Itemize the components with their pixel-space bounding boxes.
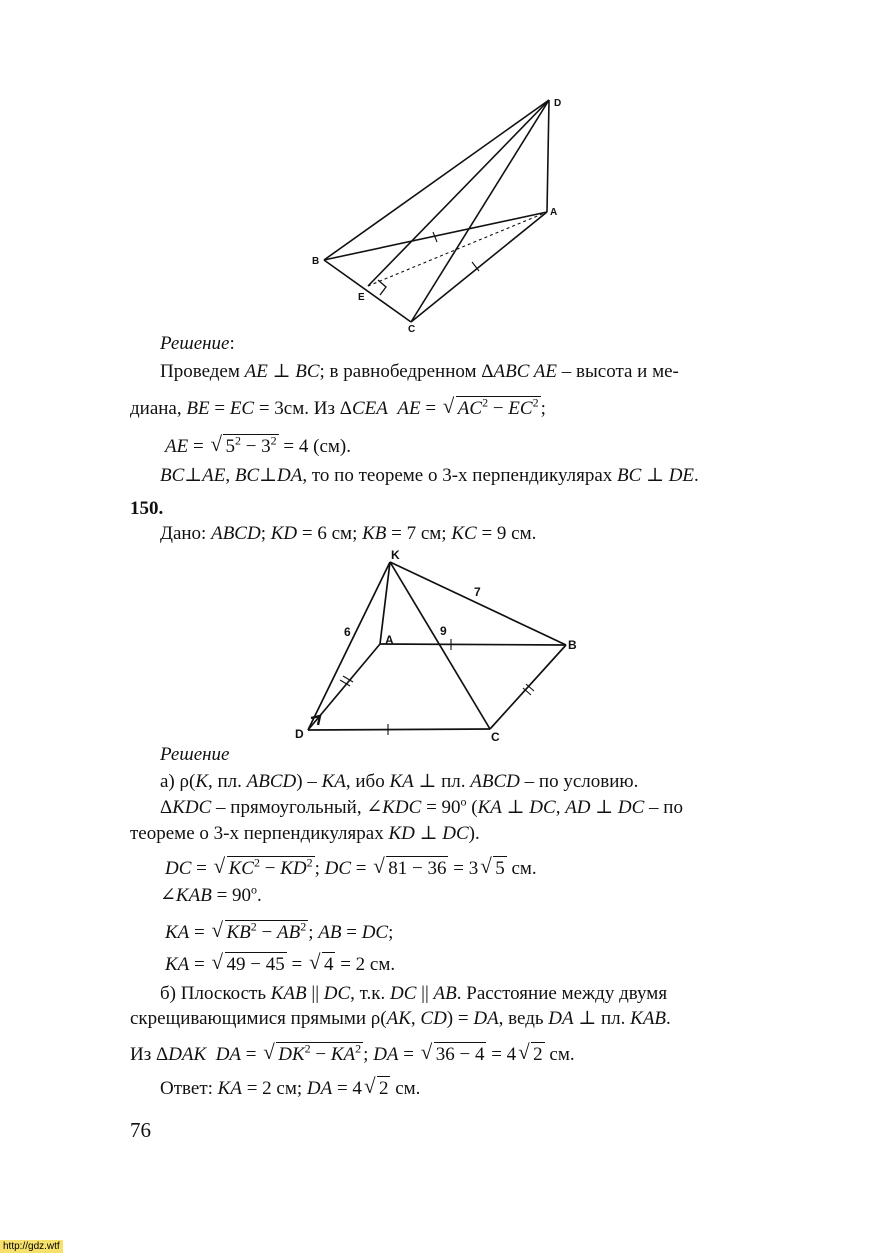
- figure-pyramid-1: [300, 90, 580, 340]
- fig2-label-7: 7: [474, 585, 481, 599]
- sol2-line-c: теореме о 3-х перпендикулярах KD ⊥ DC).: [130, 823, 480, 844]
- sqrt-expression: √ $AC^2 - EC^2$: [442, 394, 539, 419]
- fig1-label-b: B: [312, 256, 320, 267]
- sol2-line-d: DC = √ $KC^2 - KD^2$ ; DC = √ 81 − 36 = 3 √ 5 см.: [165, 854, 537, 879]
- sol2-line-b: ΔKDC – прямоугольный, ∠KDC = $90^o$ (KA ⊥ DC, AD ⊥ DC – по: [160, 794, 683, 818]
- sqrt-expression: √ 5: [480, 854, 505, 879]
- sol1-line1: Проведем AE ⊥ BC; в равнобедренном ΔABC AE – высота и ме-: [160, 361, 679, 382]
- solution-heading-2: Решение: [160, 744, 230, 765]
- sqrt-expression: √ $DK^2 - KA^2$: [263, 1040, 362, 1065]
- sol2-line-a: а) ρ(K, пл. ABCD) – KA, ибо KA ⊥ пл. ABCD – по условию.: [160, 771, 639, 792]
- sol2-line-i: б) Плоскость KAB || DC, т.к. DC || AB. Расстояние между двумя: [160, 983, 668, 1004]
- sol2-line-f: KA = √ $KB^2 - AB^2$ ; AB = DC;: [165, 918, 394, 943]
- sol2-line-h: KA = √ 49 − 45 = √ 4 = 2 см.: [165, 950, 396, 975]
- sqrt-expression: √ $KB^2 - AB^2$: [211, 918, 307, 943]
- sol2-line-j: скрещивающимися прямыми ρ(AK, CD) = DA, ведь DA ⊥ пл. KAB.: [130, 1008, 671, 1029]
- fig2-label-k: K: [391, 548, 400, 562]
- sqrt-expression: √ 36 − 4: [420, 1040, 485, 1065]
- sol2-line-k: Из ΔDAK DA = √ $DK^2 - KA^2$ ; DA = √ 36 − 4 = 4 √ 2 см.: [130, 1040, 575, 1065]
- fig1-label-d: D: [554, 98, 562, 109]
- fig2-label-9: 9: [440, 624, 447, 638]
- page-number: 76: [130, 1118, 151, 1142]
- fig2-label-a: A: [385, 633, 394, 647]
- sqrt-expression: √ 81 − 36: [373, 854, 447, 879]
- sqrt-expression: √ $5^2 - 3^2$: [210, 432, 277, 457]
- sqrt-expression: √ 2: [363, 1074, 389, 1099]
- fig2-label-c: C: [491, 730, 500, 744]
- answer-line: Ответ: KA = 2 см; DA = 4 √ 2 см.: [160, 1074, 421, 1099]
- problem-given: Дано: ABCD; KD = 6 см; KB = 7 см; KC = 9 см.: [160, 523, 537, 544]
- sqrt-expression: √ 2: [518, 1040, 543, 1065]
- fig2-label-d: D: [295, 727, 304, 741]
- problem-number: 150.: [130, 498, 164, 519]
- sol1-line4: BC⊥AE, BC⊥DA, то по теореме о 3-х перпендикулярах BC ⊥ DE.: [160, 465, 699, 486]
- footer-link[interactable]: http://gdz.wtf: [0, 1240, 63, 1253]
- fig2-label-6: 6: [344, 625, 351, 639]
- sqrt-expression: √ 49 − 45: [211, 950, 285, 975]
- fig2-label-b: B: [568, 638, 577, 652]
- sol1-line3: AE = √ $5^2 - 3^2 = 4$ (см).: [165, 432, 351, 457]
- fig1-label-c: C: [408, 324, 416, 335]
- sqrt-expression: √ 4: [308, 950, 334, 975]
- solution-heading-1: Решение:: [160, 333, 235, 354]
- fig1-label-e: E: [358, 292, 365, 303]
- sqrt-expression: √ $KC^2 - KD^2$: [213, 854, 313, 879]
- sol2-line-e: ∠KAB = $90^o$.: [160, 882, 262, 906]
- fig1-label-a: A: [550, 207, 558, 218]
- sol1-line2: диана, BE = EC = 3см. Из ΔCEA AE = √ $AC^2 - EC^2$ ;: [130, 394, 546, 419]
- figure-pyramid-2: [290, 546, 610, 746]
